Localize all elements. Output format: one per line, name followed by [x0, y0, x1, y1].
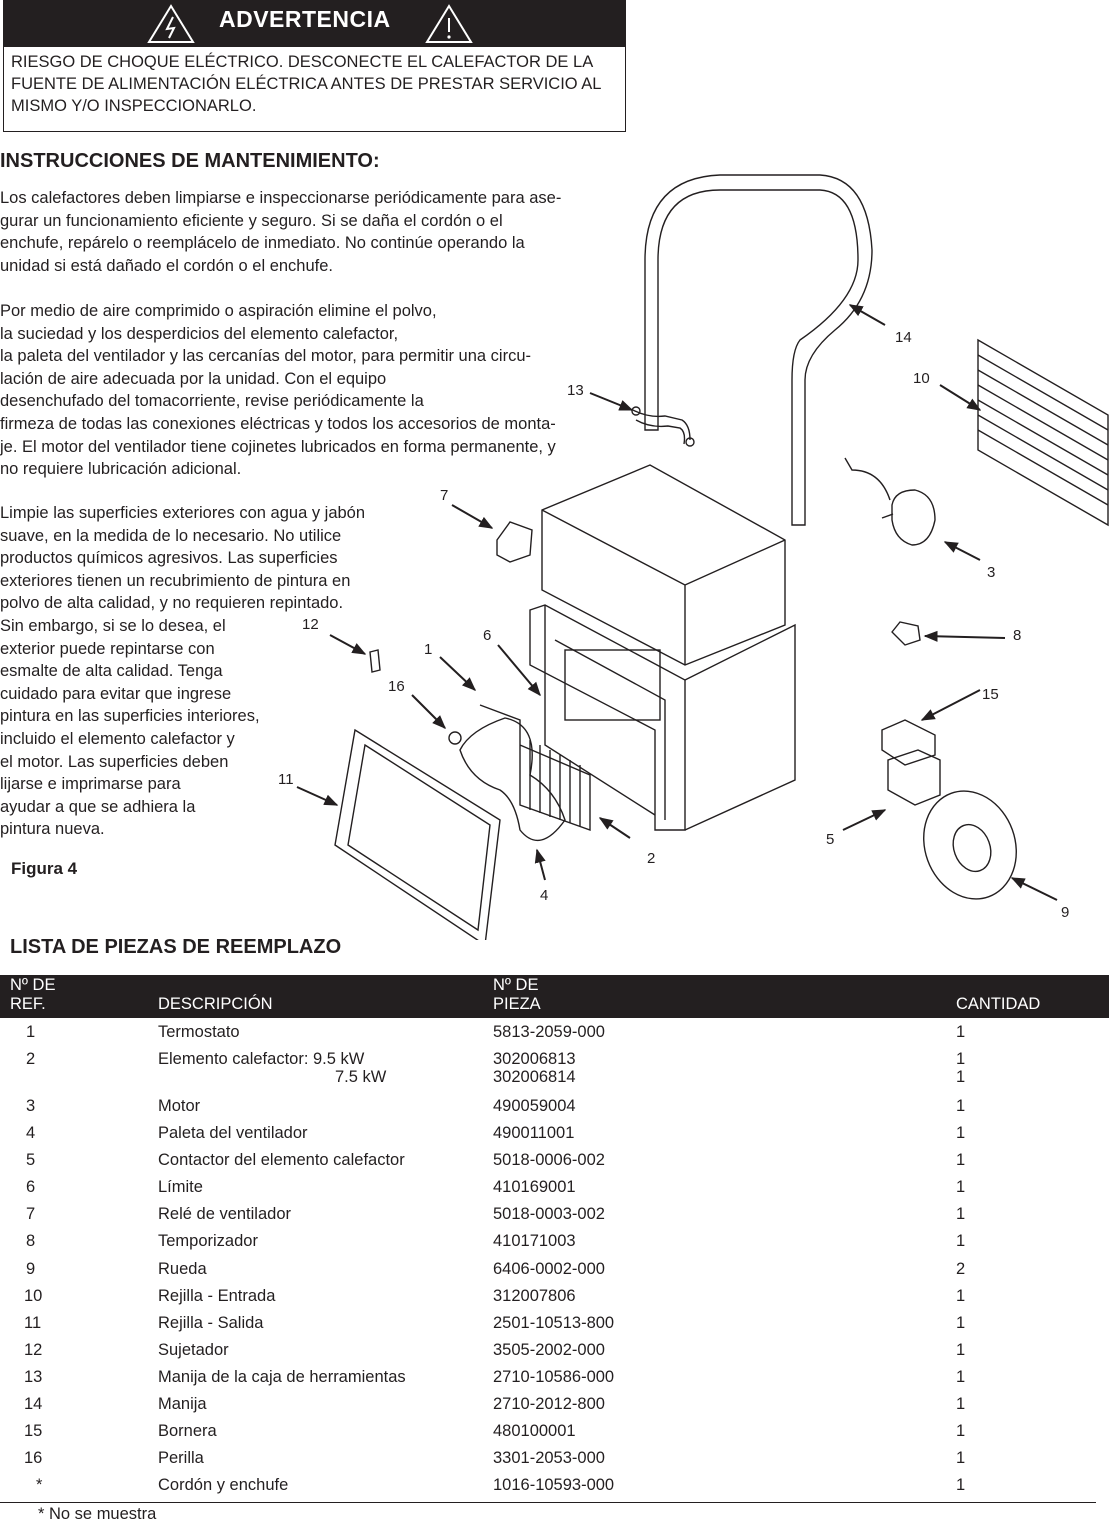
header-ref: [10, 976, 55, 1014]
cell-ref: 2: [26, 1050, 36, 1068]
cell-part-number: 490011001: [493, 1124, 575, 1142]
callout-arrow-12: [330, 635, 365, 654]
cell-quantity: 1: [956, 1151, 966, 1169]
text-line: no requiere lubricación adicional.: [0, 460, 242, 479]
outlet-grille-part: [335, 730, 500, 940]
header-part-number: [493, 976, 541, 1014]
callout-4: 4: [540, 887, 549, 904]
callout-13: 13: [567, 382, 584, 399]
cell-ref: 3: [26, 1097, 36, 1115]
warning-text: RIESGO DE CHOQUE ELÉCTRICO. DESCONECTE EL CALEFACTOR DE LA FUENTE DE ALIMENTACIÓN ELÉCTRICA ANTES DE PRESTAR SERVICIO AL MISMO Y/O INSPECCIONARLO.: [11, 53, 601, 115]
cell-ref: 6: [26, 1178, 36, 1196]
cell-quantity: 1: [956, 1178, 966, 1196]
cell-quantity: 1: [956, 1124, 966, 1142]
cell-ref: 5: [26, 1151, 36, 1169]
cell-description: Rueda: [158, 1260, 207, 1278]
cell-description: Manija: [158, 1395, 207, 1413]
callout-arrow-10: [940, 385, 980, 410]
header-ref-line2: REF.: [10, 995, 46, 1013]
callout-16: 16: [388, 678, 405, 695]
parts-list-heading: LISTA DE PIEZAS DE REEMPLAZO: [10, 936, 342, 958]
text-line: la paleta del ventilador y las cercanías del motor, para permitir una circu-: [0, 347, 532, 366]
cell-quantity: 1: [956, 1287, 966, 1305]
cell-ref: 1: [26, 1023, 36, 1041]
cell-quantity: 1: [956, 1476, 966, 1494]
inlet-grille-part: [978, 340, 1108, 525]
cell-description: Rejilla - Salida: [158, 1314, 264, 1332]
cell-part-number: 2501-10513-800: [493, 1314, 615, 1332]
cell-part-number: 3505-2002-000: [493, 1341, 605, 1359]
cell-part-number: 2710-10586-000: [493, 1368, 615, 1386]
cell-part-number: 5018-0006-002: [493, 1151, 605, 1169]
text-line: Limpie las superficies exteriores con agua y jabón: [0, 504, 366, 522]
maintenance-heading: INSTRUCCIONES DE MANTENIMIENTO:: [0, 150, 380, 172]
callout-15: 15: [982, 686, 999, 703]
cell-ref: 14: [24, 1395, 43, 1413]
callout-14: 14: [895, 329, 912, 346]
figure-label: Figura 4: [11, 859, 78, 878]
cell-description: Manija de la caja de herramientas: [158, 1368, 406, 1386]
cell-quantity: 1: [956, 1422, 966, 1440]
toolbox-handle-part: [633, 410, 690, 444]
cell-description: Relé de ventilador: [158, 1205, 291, 1223]
cell-part-number: 480100001: [493, 1422, 576, 1440]
text-line: enchufe, repárelo o reemplácelo de inmediato. No continúe operando la: [0, 234, 525, 253]
callout-arrow-1: [440, 657, 475, 690]
cell-description: Motor: [158, 1097, 201, 1115]
callout-arrow-5: [843, 810, 885, 830]
knob-part: [449, 732, 461, 744]
header-quantity: CANTIDAD: [956, 995, 1041, 1013]
callout-arrow-8: [925, 636, 1005, 638]
header-ref-line1: Nº DE: [10, 976, 56, 994]
text-line: cuidado para evitar que ingrese: [0, 684, 232, 703]
text-line: pintura nueva.: [0, 820, 105, 839]
cell-ref: 4: [26, 1124, 36, 1142]
cell-quantity: 1: [956, 1232, 966, 1250]
cell-description: Rejilla - Entrada: [158, 1287, 276, 1305]
callout-arrow-6: [498, 645, 540, 695]
cell-quantity: 1: [956, 1341, 966, 1359]
callout-8: 8: [1013, 627, 1022, 644]
cell-description-2: 7.5 kW: [335, 1068, 387, 1086]
cell-quantity-2: 1: [956, 1068, 966, 1086]
cell-description: Elemento calefactor: 9.5 kW: [158, 1050, 365, 1068]
callout-arrow-3: [945, 542, 980, 560]
fan-blade-part: [460, 718, 565, 840]
text-line: desenchufado del tomacorriente, revise periódicamente la: [0, 392, 424, 411]
cell-part-number: 490059004: [493, 1097, 576, 1115]
cell-part-number: 302006813: [493, 1050, 576, 1068]
cell-description: Termostato: [158, 1023, 240, 1041]
text-line: pintura en las superficies interiores,: [0, 707, 260, 726]
header-part-line2: PIEZA: [493, 995, 541, 1013]
header-description: DESCRIPCIÓN: [158, 995, 273, 1013]
text-line: incluido el elemento calefactor y: [0, 729, 235, 748]
callout-12: 12: [302, 616, 319, 633]
handle-part: [645, 175, 872, 525]
cell-quantity: 2: [956, 1260, 966, 1278]
text-line: Sin embargo, si se lo desea, el: [0, 616, 226, 635]
cell-quantity: 1: [956, 1023, 966, 1041]
cell-part-number: 3301-2053-000: [493, 1449, 605, 1467]
text-line: suave, en la medida de lo necesario. No utilice: [0, 526, 342, 545]
text-line: gurar un funcionamiento eficiente y seguro. Si se daña el cordón o el: [0, 211, 503, 230]
callout-10: 10: [913, 370, 930, 387]
cell-description: Bornera: [158, 1422, 217, 1440]
callout-2: 2: [647, 850, 656, 867]
text-line: ayudar a que se adhiera la: [0, 797, 196, 816]
cell-part-number: 1016-10593-000: [493, 1476, 615, 1494]
callout-arrow-13: [590, 393, 632, 410]
cell-quantity: 1: [956, 1368, 966, 1386]
cell-part-number: 5018-0003-002: [493, 1205, 605, 1223]
text-line: Los calefactores deben limpiarse e inspeccionarse periódicamente para ase-: [0, 189, 562, 207]
cell-part-number-2: 302006814: [493, 1068, 576, 1086]
callout-7: 7: [440, 487, 449, 504]
cell-ref: 10: [24, 1287, 43, 1305]
text-line: la suciedad y los desperdicios del elemento calefactor,: [0, 324, 399, 343]
text-line: firmeza de todas las conexiones eléctricas y todos los accesorios de monta-: [0, 414, 556, 433]
footnote: * No se muestra: [38, 1505, 157, 1523]
text-line: el motor. Las superficies deben: [0, 752, 229, 771]
text-line: exterior puede repintarse con: [0, 639, 215, 658]
cell-part-number: 6406-0002-000: [493, 1260, 605, 1278]
cell-description: Contactor del elemento calefactor: [158, 1151, 405, 1169]
callout-arrow-14: [850, 305, 885, 325]
wheel-part: [909, 778, 1031, 912]
header-part-line1: Nº DE: [493, 976, 539, 994]
callout-6: 6: [483, 627, 492, 644]
callout-1: 1: [424, 641, 433, 658]
cell-description: Límite: [158, 1178, 203, 1196]
callout-arrow-4: [537, 850, 545, 880]
cell-part-number: 410171003: [493, 1232, 576, 1250]
cell-ref: 9: [26, 1260, 36, 1278]
callout-arrow-15: [922, 690, 980, 720]
cell-quantity: 1: [956, 1449, 966, 1467]
cell-ref: 7: [26, 1205, 36, 1223]
heating-element-part: [480, 705, 590, 830]
parts-table-header: [0, 975, 1109, 1018]
cell-ref: 15: [24, 1422, 43, 1440]
fan-relay-part: [497, 522, 532, 562]
table-bottom-rule: [0, 1502, 1096, 1503]
cell-ref: *: [36, 1476, 43, 1494]
warning-title: ADVERTENCIA: [219, 6, 391, 32]
callout-arrow-16: [412, 695, 445, 728]
cell-part-number: 2710-2012-800: [493, 1395, 605, 1413]
callout-arrow-9: [1012, 878, 1057, 900]
text-line: lación de aire adecuada por la unidad. Con el equipo: [0, 369, 387, 388]
callout-arrow-2: [600, 818, 630, 838]
text-line: productos químicos agresivos. Las superficies: [0, 549, 338, 568]
cell-part-number: 410169001: [493, 1178, 576, 1196]
cell-ref: 16: [24, 1449, 43, 1467]
text-line: exteriores tienen un recubrimiento de pintura en: [0, 571, 351, 590]
terminal-block-part: [882, 720, 935, 765]
timer-part: [892, 622, 920, 645]
callout-arrow-11: [297, 787, 337, 805]
cell-quantity: 1: [956, 1314, 966, 1332]
callout-11: 11: [278, 771, 294, 788]
cell-quantity: 1: [956, 1050, 966, 1068]
cell-quantity: 1: [956, 1097, 966, 1115]
cell-quantity: 1: [956, 1395, 966, 1413]
cell-description: Sujetador: [158, 1341, 229, 1359]
fastener-part: [370, 650, 380, 672]
cell-ref: 13: [24, 1368, 43, 1386]
cell-ref: 11: [24, 1314, 42, 1332]
cell-description: Temporizador: [158, 1232, 258, 1250]
text-line: lijarse e imprimarse para: [0, 775, 181, 794]
cabinet-top: [542, 465, 785, 665]
text-line: unidad si está dañado el cordón o el enchufe.: [0, 256, 333, 275]
cell-description: Perilla: [158, 1449, 204, 1467]
cell-description: Cordón y enchufe: [158, 1476, 289, 1494]
callout-arrow-7: [452, 505, 492, 528]
cell-part-number: 312007806: [493, 1287, 576, 1305]
cell-quantity: 1: [956, 1205, 966, 1223]
callout-5: 5: [826, 831, 835, 848]
callout-3: 3: [987, 564, 996, 581]
text-line: esmalte de alta calidad. Tenga: [0, 662, 223, 681]
callout-9: 9: [1061, 904, 1070, 921]
motor-part: [845, 458, 935, 545]
text-line: polvo de alta calidad, y no requieren repintado.: [0, 594, 344, 613]
cell-ref: 8: [26, 1232, 36, 1250]
text-line: Por medio de aire comprimido o aspiración elimine el polvo,: [0, 302, 437, 320]
cell-ref: 12: [24, 1341, 43, 1359]
cell-description: Paleta del ventilador: [158, 1124, 308, 1142]
text-line: je. El motor del ventilador tiene cojinetes lubricados en forma permanente, y: [0, 437, 556, 456]
cell-part-number: 5813-2059-000: [493, 1023, 605, 1041]
